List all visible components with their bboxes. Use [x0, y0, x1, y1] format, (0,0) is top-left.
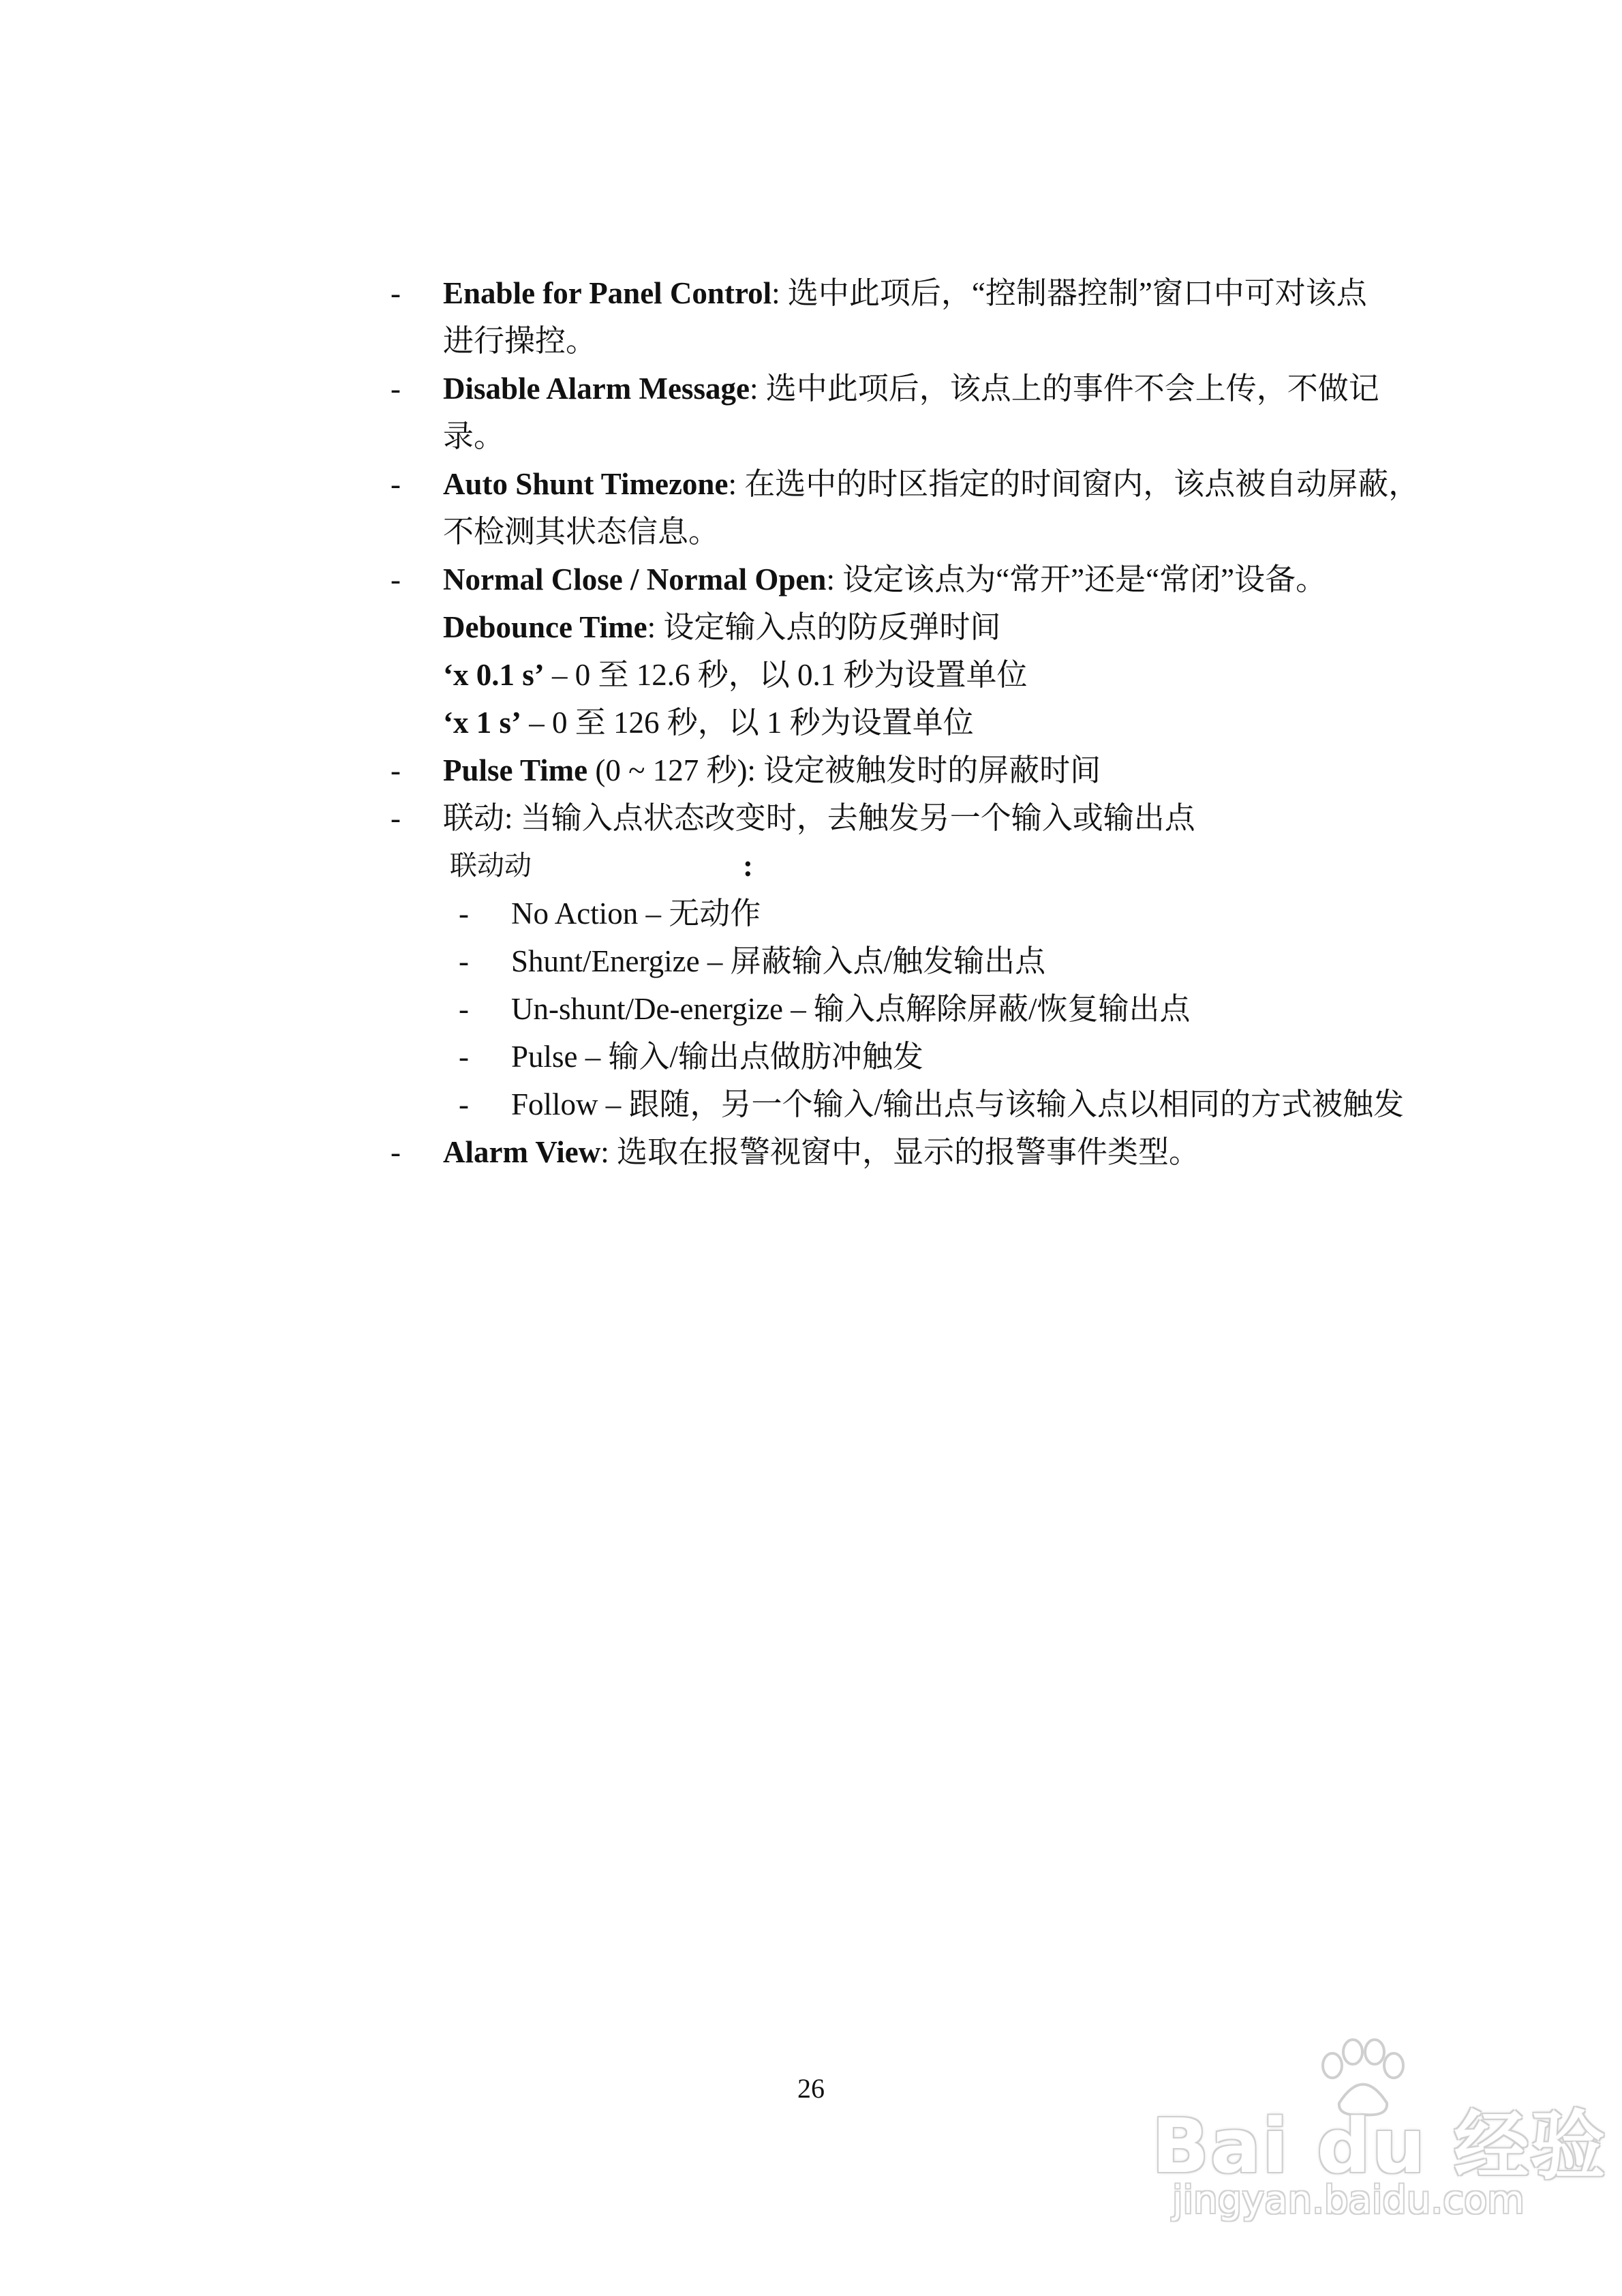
debounce-option	[385, 651, 1448, 699]
bullet-dash: -	[391, 276, 401, 310]
item-term: Enable for Panel Control	[443, 276, 772, 310]
list-item	[385, 460, 1448, 556]
item-text: (0 ~ 127 秒): 设定被触发时的屏蔽时间	[587, 753, 1101, 787]
item-text-continued: 进行操控。	[443, 324, 597, 358]
baidu-jingyan-watermark	[1152, 2038, 1607, 2243]
debounce-option-term: ‘x 1 s’	[443, 706, 521, 740]
list-item	[385, 794, 1448, 842]
list-item	[385, 365, 1448, 460]
item-text: 联动: 当输入点状态改变时，去触发另一个输入或输出点	[443, 801, 1195, 835]
sub-list-item	[385, 1033, 1448, 1081]
sub-item-text: Follow – 跟随，另一个输入/输出点与该输入点以相同的方式被触发	[511, 1087, 1405, 1121]
sub-item-text: No Action – 无动作	[511, 896, 761, 931]
item-text-continued: 不检测其状态信息。	[443, 515, 720, 549]
item-text-continued: 录。	[443, 419, 505, 453]
sub-list-item	[385, 985, 1448, 1033]
link-label-row	[385, 842, 1448, 890]
sub-list-item	[385, 937, 1448, 985]
bullet-dash: -	[459, 1040, 469, 1074]
list-item	[385, 269, 1448, 365]
bullet-dash: -	[459, 992, 469, 1026]
debounce-option	[385, 699, 1448, 746]
list-item	[385, 556, 1448, 603]
bullet-dash: -	[391, 372, 401, 406]
debounce-text: : 设定输入点的防反弹时间	[647, 610, 1001, 644]
page-content	[385, 269, 1448, 1176]
link-label-colon: :	[743, 849, 753, 883]
item-text: : 在选中的时区指定的时间窗内，该点被自动屏蔽，	[728, 467, 1420, 501]
watermark-url: jingyan.baidu.com	[1172, 2178, 1525, 2222]
link-label: 联动动	[450, 850, 532, 881]
watermark-brand: Bai du 经验	[1152, 2102, 1607, 2190]
page-number: 26	[797, 2073, 825, 2104]
item-term: Normal Close / Normal Open	[443, 562, 827, 596]
item-term: Disable Alarm Message	[443, 372, 750, 406]
item-text: : 设定该点为“常开”还是“常闭”设备。	[826, 562, 1327, 596]
item-text: : 选取在报警视窗中，显示的报警事件类型。	[600, 1135, 1199, 1169]
debounce-option-text: – 0 至 12.6 秒，以 0.1 秒为设置单位	[544, 658, 1028, 692]
item-term: Auto Shunt Timezone	[443, 467, 729, 501]
bullet-dash: -	[459, 896, 469, 931]
bullet-dash: -	[391, 467, 401, 501]
list-item	[385, 746, 1448, 794]
debounce-line	[385, 603, 1448, 651]
bullet-dash: -	[459, 944, 469, 978]
item-text: : 选中此项后，该点上的事件不会上传，不做记	[749, 372, 1379, 406]
sub-list-item	[385, 1081, 1448, 1128]
sub-item-text: Pulse – 输入/输出点做肪冲触发	[511, 1040, 924, 1074]
debounce-term: Debounce Time	[443, 610, 647, 644]
item-term: Pulse Time	[443, 753, 588, 787]
bullet-dash: -	[391, 753, 401, 787]
debounce-option-text: – 0 至 126 秒，以 1 秒为设置单位	[521, 706, 974, 740]
list-item	[385, 1128, 1448, 1176]
item-text: : 选中此项后，“控制器控制”窗口中可对该点	[771, 276, 1367, 310]
bullet-dash: -	[391, 801, 401, 835]
bullet-dash: -	[391, 562, 401, 596]
item-term: Alarm View	[443, 1135, 601, 1169]
sub-item-text: Un-shunt/De-energize – 输入点解除屏蔽/恢复输出点	[511, 992, 1191, 1026]
debounce-option-term: ‘x 0.1 s’	[443, 658, 545, 692]
sub-list-item	[385, 890, 1448, 937]
bullet-dash: -	[459, 1087, 469, 1121]
sub-item-text: Shunt/Energize – 屏蔽输入点/触发输出点	[511, 944, 1046, 978]
bullet-dash: -	[391, 1135, 401, 1169]
